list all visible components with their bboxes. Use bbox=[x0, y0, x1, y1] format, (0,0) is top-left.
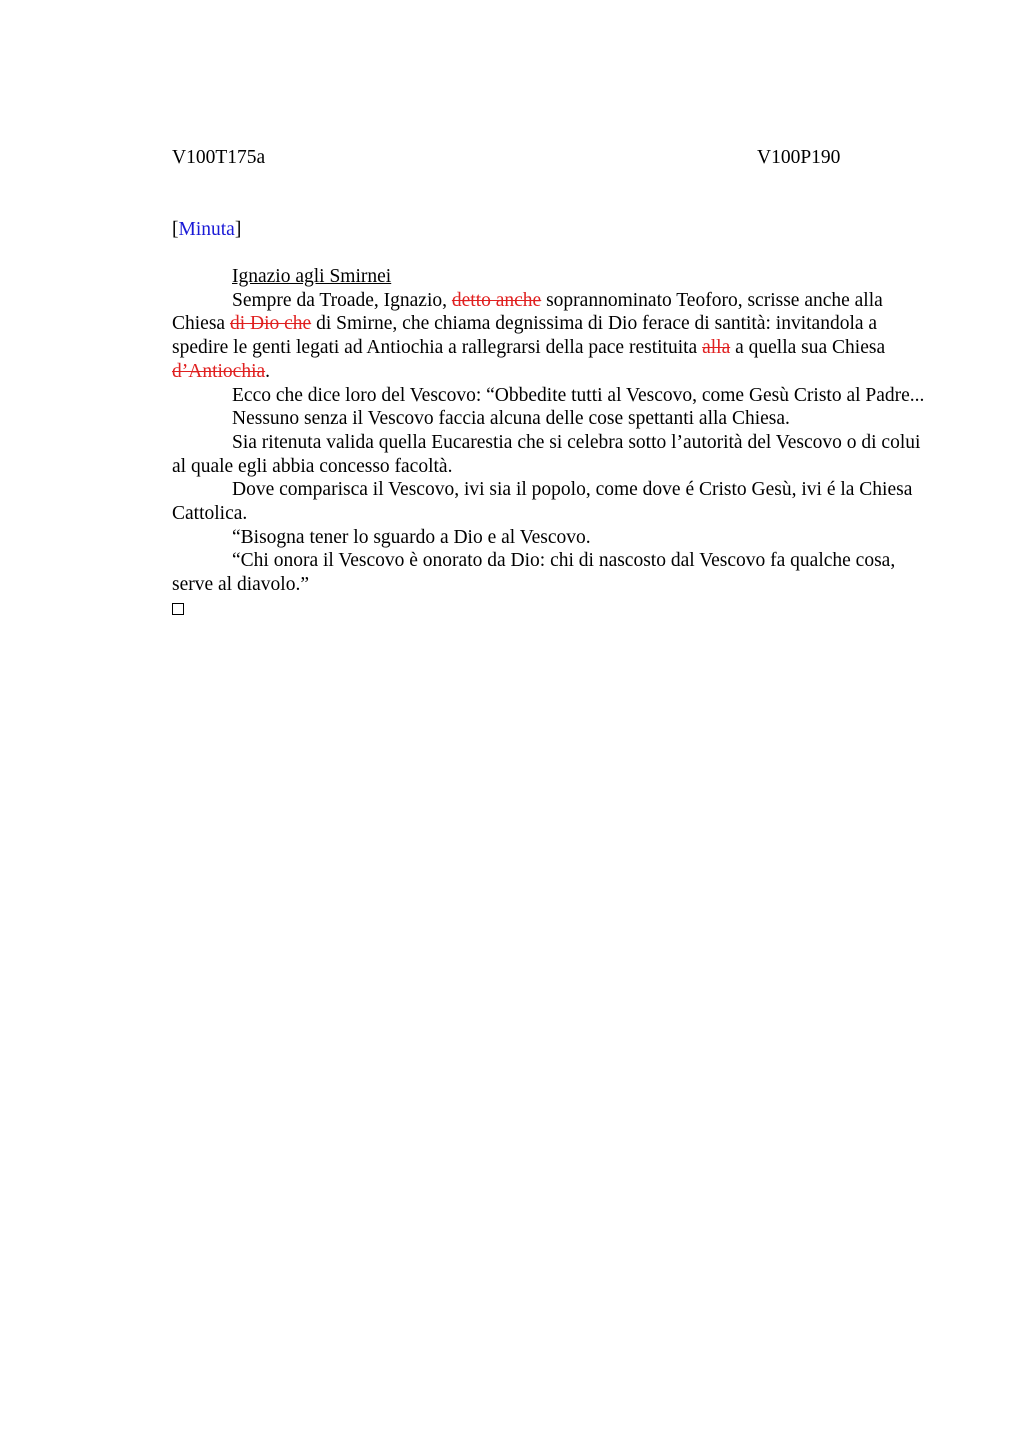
paragraph-1-text-e: . bbox=[265, 360, 271, 382]
document-page bbox=[172, 145, 928, 622]
section-title: Ignazio agli Smirnei bbox=[232, 266, 392, 287]
end-box-icon bbox=[172, 603, 184, 615]
paragraph-7: “Chi onora il Vescovo è onorato da Dio: chi di nascosto dal Vescovo fa qualche cosa, serve al diavolo.” bbox=[172, 550, 896, 596]
paragraph-title bbox=[172, 265, 928, 289]
paragraph-2: Ecco che dice loro del Vescovo: “Obbedite tutti al Vescovo, come Gesù Cristo al Padre... bbox=[232, 384, 925, 406]
paragraph-1-text-b: soprannominato Teoforo, scrisse anche alla Chiesa bbox=[172, 289, 883, 335]
paragraph-1 bbox=[172, 289, 928, 384]
deleted-text-2: di Dio che bbox=[229, 313, 312, 335]
paragraph-1-text-a: Sempre da Troade, Ignazio, bbox=[232, 289, 452, 311]
paragraph-4: Sia ritenuta valida quella Eucarestia che si celebra sotto l’autorità del Vescovo o di colui al quale egli abbia concesso facoltà. bbox=[172, 431, 921, 477]
draft-tag bbox=[172, 217, 928, 243]
document-code-left: V100T175a bbox=[172, 147, 266, 168]
tag-word: Minuta bbox=[178, 219, 235, 240]
document-code-right: V100P190 bbox=[757, 147, 841, 168]
paragraph-1-text-d: a quella sua Chiesa bbox=[730, 337, 886, 359]
deleted-text-1: detto anche bbox=[451, 289, 542, 311]
end-marker bbox=[172, 597, 928, 622]
deleted-text-4: d’Antiochia bbox=[172, 360, 266, 382]
paragraph-6: “Bisogna tener lo sguardo a Dio e al Vescovo. bbox=[232, 526, 591, 548]
tag-close-bracket: ] bbox=[234, 219, 242, 240]
document-body bbox=[172, 265, 928, 622]
paragraph-5: Dove comparisca il Vescovo, ivi sia il popolo, come dove é Cristo Gesù, ivi é la Chiesa Cattolica. bbox=[172, 479, 913, 525]
deleted-text-3: alla bbox=[702, 337, 731, 359]
paragraph-3: Nessuno senza il Vescovo faccia alcuna delle cose spettanti alla Chiesa. bbox=[232, 408, 790, 430]
paragraph-1-text-c: di Smirne, che chiama degnissima di Dio ferace di santità: invitandola a spedire le genti legati ad Antiochia a rallegrarsi della pace restituita bbox=[172, 313, 878, 359]
tag-open-bracket: [ bbox=[172, 219, 179, 240]
header-row bbox=[172, 145, 928, 171]
